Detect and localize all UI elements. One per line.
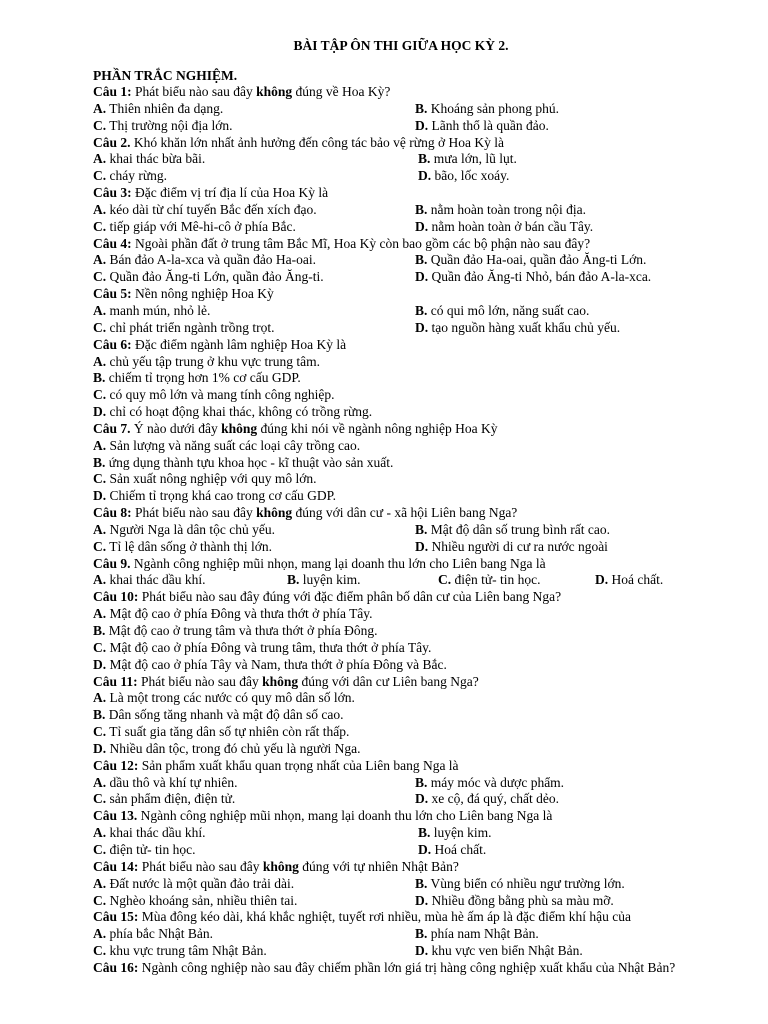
option-d: D. Nhiều đồng bằng phù sa màu mỡ. [415, 892, 614, 908]
option-c: C. Thị trường nội địa lớn. [93, 117, 233, 133]
question-text: đúng về Hoa Kỳ? [292, 84, 391, 99]
option-c: C. Tỉ suất gia tăng dân số tự nhiên còn rất thấp. [93, 724, 350, 740]
question-9 [93, 556, 733, 573]
option-a: A. dầu thô và khí tự nhiên. [93, 774, 238, 790]
option-a: A. Thiên nhiên đa dạng. [93, 100, 224, 116]
document-title: BÀI TẬP ÔN THI GIỮA HỌC KỲ 2. [293, 38, 509, 53]
question-6 [93, 337, 733, 354]
option-b: B. nằm hoàn toàn trong nội địa. [415, 201, 586, 217]
document-page [93, 36, 733, 977]
option-a: A. phía bắc Nhật Bản. [93, 926, 213, 942]
question-8 [93, 505, 733, 522]
option-a: A. Người Nga là dân tộc chủ yếu. [93, 521, 276, 537]
option-d: D. Mật độ cao ở phía Tây và Nam, thưa thớt ở phía Đông và Bắc. [93, 656, 447, 672]
option-d: D. nằm hoàn toàn ở bán cầu Tây. [415, 218, 594, 234]
question-text: Phát biểu nào sau đây đúng với đặc điểm phân bố dân cư của Liên bang Nga? [138, 589, 562, 605]
question-text: đúng với dân cư - xã hội Liên bang Nga? [292, 505, 518, 521]
option-c: C. có quy mô lớn và mang tính công nghiệp. [93, 387, 335, 403]
option-c: C. khu vực trung tâm Nhật Bản. [93, 943, 267, 959]
option-b: B. có qui mô lớn, năng suất cao. [415, 302, 590, 318]
question-1 [93, 84, 733, 101]
option-c: C. Sản xuất nông nghiệp với quy mô lớn. [93, 471, 317, 487]
question-10 [93, 589, 733, 606]
emphasis-word: không [262, 673, 299, 689]
question-text: Sản phẩm xuất khẩu quan trọng nhất của Liên bang Nga là [138, 757, 459, 773]
question-number: Câu 10: [93, 589, 139, 605]
question-2 [93, 135, 733, 152]
option-d: D. Nhiều người di cư ra nước ngoài [415, 538, 608, 554]
question-11 [93, 674, 733, 691]
question-text: Nền nông nghiệp Hoa Kỳ [131, 286, 274, 302]
question-number: Câu 5: [93, 286, 132, 302]
option-b: B. mưa lớn, lũ lụt. [418, 151, 517, 167]
question-number: Câu 8: [93, 505, 132, 521]
emphasis-word: không [221, 420, 258, 436]
option-row [93, 202, 733, 219]
section-heading: PHẦN TRẮC NGHIỆM. [93, 68, 238, 83]
option-row [93, 101, 733, 118]
question-12 [93, 758, 733, 775]
option-d: D. Nhiều dân tộc, trong đó chủ yếu là người Nga. [93, 740, 361, 756]
option-b: B. Mật độ dân số trung bình rất cao. [415, 521, 610, 537]
question-number: Câu 15: [93, 909, 139, 925]
option-row [93, 252, 733, 269]
option-a: A. Đất nước là một quần đảo trải dài. [93, 875, 295, 891]
option-c: C. cháy rừng. [93, 168, 168, 184]
option-a: A. khai thác dầu khí. [93, 572, 206, 588]
question-text: đúng với tự nhiên Nhật Bản? [298, 858, 459, 874]
option-a: A. kéo dài từ chí tuyến Bắc đến xích đạo. [93, 201, 317, 217]
option-row [93, 539, 733, 556]
option-c: C. Tỉ lệ dân sống ở thành thị lớn. [93, 538, 273, 554]
question-number: Câu 3: [93, 185, 132, 201]
question-text: đúng với dân cư Liên bang Nga? [298, 673, 479, 689]
option-a: A. manh mún, nhỏ lẻ. [93, 302, 211, 318]
option-b: B. Dân sống tăng nhanh và mật độ dân số cao. [93, 707, 344, 723]
question-text: Ý nào dưới đây [130, 420, 222, 436]
option-d: D. khu vực ven biển Nhật Bản. [415, 943, 583, 959]
question-number: Câu 1: [93, 84, 132, 99]
question-number: Câu 6: [93, 336, 132, 352]
emphasis-word: không [262, 858, 299, 874]
question-16 [93, 960, 733, 977]
option-a: A. Sản lượng và năng suất các loại cây trồng cao. [93, 437, 361, 453]
option-a: A. Là một trong các nước có quy mô dân số lớn. [93, 690, 355, 706]
option-a: A. Mật độ cao ở phía Đông và thưa thớt ở phía Tây. [93, 606, 373, 622]
option-b: B. ứng dụng thành tựu khoa học - kĩ thuật vào sản xuất. [93, 454, 394, 470]
question-number: Câu 12: [93, 757, 139, 773]
question-text: Phát biểu nào sau đây [137, 673, 263, 689]
option-row [93, 219, 733, 236]
question-text: Đặc điểm ngành lâm nghiệp Hoa Kỳ là [131, 336, 347, 352]
question-5 [93, 286, 733, 303]
option-row [93, 842, 733, 859]
question-number: Câu 4: [93, 235, 132, 251]
option-a: A. khai thác bừa bãi. [93, 151, 206, 167]
option-d: D. xe cộ, đá quý, chất dẻo. [415, 791, 559, 807]
question-text: Khó khăn lớn nhất ảnh hưởng đến công tác bảo vệ rừng ở Hoa Kỳ là [130, 134, 504, 150]
question-text: Ngành công nghiệp mũi nhọn, mang lại doanh thu lớn cho Liên bang Nga là [130, 555, 546, 571]
question-4 [93, 236, 733, 253]
question-text: Ngành công nghiệp nào sau đây chiếm phần lớn giá trị hàng công nghiệp xuất khẩu của Nhật Bản? [138, 959, 676, 975]
question-number: Câu 7. [93, 420, 131, 436]
option-row [93, 151, 733, 168]
question-text: Phát biểu nào sau đây [131, 84, 257, 99]
question-15 [93, 909, 733, 926]
option-d: D. Hoá chất. [595, 572, 664, 588]
question-number: Câu 16: [93, 959, 139, 975]
question-number: Câu 11: [93, 673, 138, 689]
option-row [93, 791, 733, 808]
option-b: B. Mật độ cao ở trung tâm và thưa thớt ở phía Đông. [93, 623, 378, 638]
question-14 [93, 859, 733, 876]
option-row [93, 943, 733, 960]
option-row [93, 572, 733, 589]
option-row [93, 320, 733, 337]
question-7 [93, 421, 733, 438]
option-row [93, 118, 733, 135]
option-row [93, 825, 733, 842]
option-c: C. Nghèo khoáng sản, nhiều thiên tai. [93, 892, 298, 908]
option-b: B. Vùng biển có nhiều ngư trường lớn. [415, 875, 625, 891]
option-d: D. Quần đảo Ăng-ti Nhỏ, bán đảo A-la-xca. [415, 269, 652, 285]
option-d: D. chỉ có hoạt động khai thác, không có trồng rừng. [93, 404, 373, 420]
option-row [93, 269, 733, 286]
question-text: Ngoài phần đất ở trung tâm Bắc Mĩ, Hoa Kỳ còn bao gồm các bộ phận nào sau đây? [131, 235, 591, 251]
option-b: B. máy móc và dược phẩm. [415, 774, 565, 790]
option-b: B. luyện kim. [287, 572, 361, 588]
option-a: A. khai thác dầu khí. [93, 825, 206, 841]
option-c: C. chỉ phát triển ngành trồng trọt. [93, 319, 275, 335]
question-text: Phát biểu nào sau đây [131, 505, 257, 521]
option-row [93, 876, 733, 893]
question-text: Mùa đông kéo dài, khá khắc nghiệt, tuyết rơi nhiều, mùa hè ấm áp là đặc điểm khí hậu của [138, 909, 632, 925]
option-d: D. bão, lốc xoáy. [418, 168, 510, 184]
emphasis-word: không [256, 505, 293, 521]
question-number: Câu 9. [93, 555, 131, 571]
option-row [93, 926, 733, 943]
question-number: Câu 2. [93, 134, 131, 150]
option-d: D. Hoá chất. [418, 841, 487, 857]
emphasis-word: không [256, 84, 293, 99]
option-a: A. Bán đảo A-la-xca và quần đảo Ha-oai. [93, 252, 317, 268]
question-text: Phát biểu nào sau đây [138, 858, 263, 874]
option-b: B. Khoáng sản phong phú. [415, 100, 560, 116]
option-b: B. Quần đảo Ha-oai, quần đảo Ăng-ti Lớn. [415, 252, 647, 268]
option-b: B. luyện kim. [418, 825, 492, 841]
question-number: Câu 13. [93, 808, 138, 824]
option-row [93, 522, 733, 539]
question-13 [93, 808, 733, 825]
question-text: Ngành công nghiệp mũi nhọn, mang lại doanh thu lớn cho Liên bang Nga là [137, 808, 553, 824]
option-row [93, 775, 733, 792]
option-row [93, 303, 733, 320]
option-c: C. Quần đảo Ăng-ti Lớn, quần đảo Ăng-ti. [93, 269, 324, 285]
option-d: D. tạo nguồn hàng xuất khẩu chủ yếu. [415, 319, 621, 335]
question-text: Đặc điểm vị trí địa lí của Hoa Kỳ là [131, 185, 329, 201]
option-c: C. sản phẩm điện, điện tử. [93, 791, 236, 807]
option-row [93, 893, 733, 910]
option-a: A. chủ yếu tập trung ở khu vực trung tâm. [93, 353, 321, 369]
option-row [93, 168, 733, 185]
option-c: C. tiếp giáp với Mê-hi-cô ở phía Bắc. [93, 218, 296, 234]
option-c: C. Mật độ cao ở phía Đông và trung tâm, thưa thớt ở phía Tây. [93, 639, 432, 655]
question-number: Câu 14: [93, 858, 139, 874]
question-text: đúng khi nói về ngành nông nghiệp Hoa Kỳ [257, 420, 498, 436]
option-d: D. Chiếm tỉ trọng khá cao trong cơ cấu GDP. [93, 488, 336, 504]
question-3 [93, 185, 733, 202]
option-d: D. Lãnh thổ là quần đảo. [415, 117, 549, 133]
option-b: B. chiếm tỉ trọng hơn 1% cơ cấu GDP. [93, 370, 301, 386]
option-b: B. phía nam Nhật Bản. [415, 926, 539, 942]
option-c: C. điện tử- tin học. [93, 841, 196, 857]
option-c: C. điện tử- tin học. [438, 572, 541, 588]
